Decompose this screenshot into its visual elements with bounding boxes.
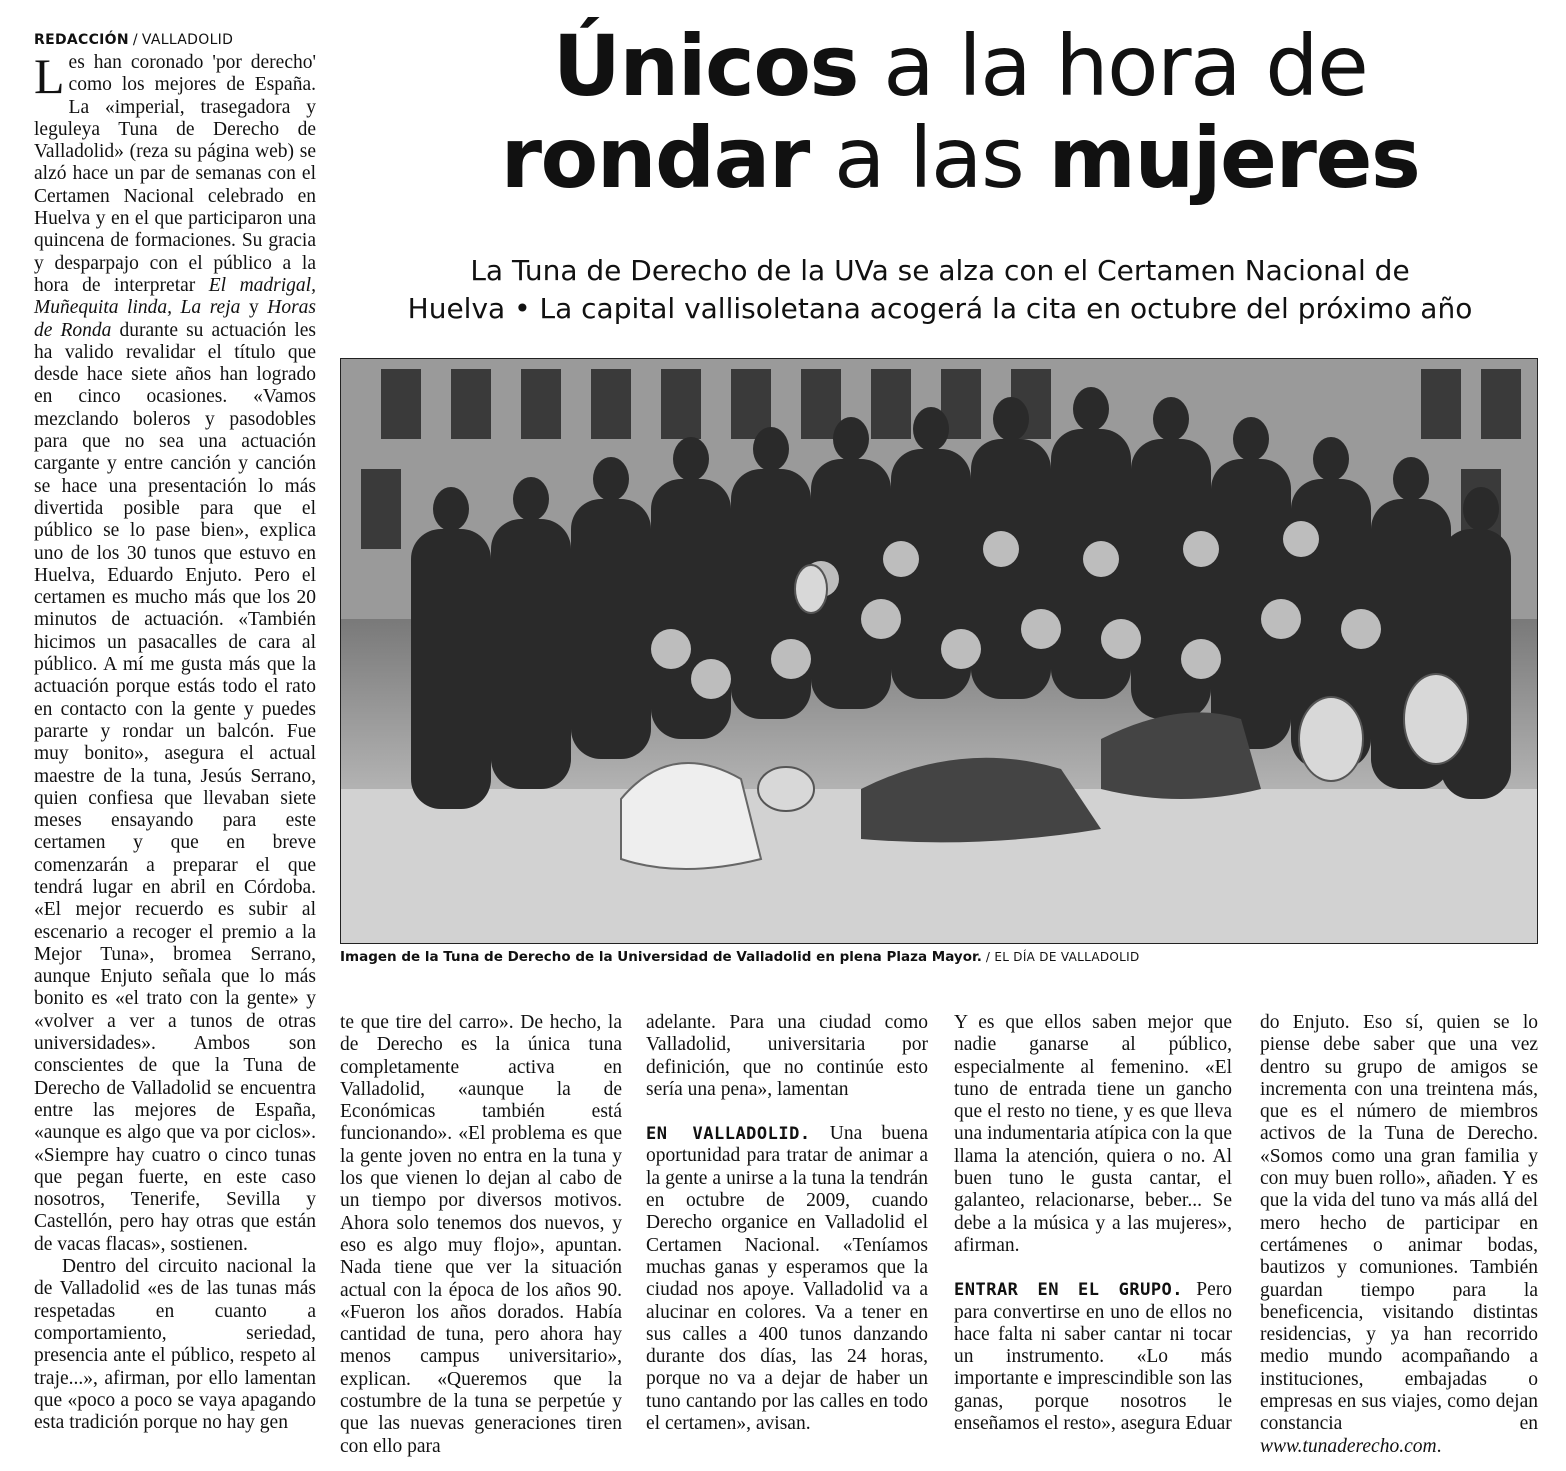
byline-author: REDACCIÓN <box>34 32 129 48</box>
article-column-1 <box>34 48 317 1434</box>
article-paragraph-2-continued: te que tire del carro». De hecho, la de Derecho es la única tuna completamente activa en Valladolid, «aunque la de Económicas también está funcionando». «El problema es que la gente joven no entra en la tuna y los que vienen lo dejan al cabo de un tiempo por diversos motivos. Ahora solo tenemos dos nuevos, y eso es algo muy flojo», apuntan. Nada tiene que ver la situación actual con la época de los años 90. «Fueron los años dorados. Había cantidad de tuna, pero ahora hay menos campus universitario», explican. «Queremos que la costumbre de la tuna se perpetúe y que las nuevas generaciones tiren con ello para <box>340 1012 622 1457</box>
article-column-4 <box>954 1012 1232 1435</box>
song-title: Horas de Ronda <box>34 297 317 341</box>
article-paragraph-4: Y es que ellos saben mejor que nadie ganarse al público, especialmente al femenino. «El tuno de entrada tiene un gancho que el resto no tiene, y es que lleva una indumentaria atípica con la que llama la atención, quiera o no. Al buen tuno le gusta cantar, el galanteo, relacionarse, beber... Se debe a la música y a las mujeres», afirman. <box>954 1012 1232 1256</box>
article-paragraph-5-continued: do Enjuto. Eso sí, quien se lo piense debe saber que una vez dentro su grupo de amigos se incrementa con una treintena más, que es el número de miembros activos de la Tuna de Derecho. «Somos como una gran familia y con muy buen rollo», añaden. Y es que la vida del tuno va más allá del mero hecho de participar en certámenes o animar bodas, bautizos y comuniones. También guardan tiempo para la beneficencia, visitando distintas residencias, y ya han recorrido medio mundo acompañando a instituciones, embajadas o empresas en sus viajes, como dejan constancia en www.tunaderecho.com. <box>1260 1012 1538 1457</box>
article-paragraph-5: ENTRAR EN EL GRUPO. Pero para convertirse en uno de ellos no hace falta ni saber cantar ni tocar un instrumento. «Lo más importante e imprescindible son las ganas, porque nosotros le enseñamos el resto», asegura Eduar <box>954 1279 1233 1435</box>
article-paragraph-2-end: adelante. Para una ciudad como Valladolid, universitaria por definición, que no continúe esto sería una pena», lamentan <box>646 1012 928 1100</box>
byline: REDACCIÓN / VALLADOLID <box>34 32 234 48</box>
article-paragraph-2: Dentro del circuito nacional la de Valladolid «es de las tunas más respetadas en cuanto a comportamiento, seriedad, presencia ante el público, respeto al traje...», afirman, por ello lamentan que «poco a poco se vaya apagando esta tradición porque no hay gen <box>34 1256 316 1434</box>
byline-location: VALLADOLID <box>141 32 234 48</box>
section-kicker-entrar-en-el-grupo: ENTRAR EN EL GRUPO. <box>954 1280 1184 1301</box>
article-paragraph-3: EN VALLADOLID. Una buena oportunidad para tratar de animar a la gente a unirse a la tuna la tendrán en octubre de 2009, cuando Derecho organice en Valladolid el Certamen Nacional. «Teníamos muchas ganas y esperamos que la ciudad nos apoye. Valladolid va a alucinar en colores. Va a tener en sus calles a 400 tunos danzando durante dos días, las 24 horas, porque no va a dejar de haber un tuno cantando por las calles en todo el certamen», avisan. <box>646 1123 928 1435</box>
article-paragraph-1: Les han coronado 'por derecho' como los mejores de España. La «imperial, trasegadora y leguleya Tuna de Derecho de Valladolid» (reza su página web) se alzó hace un par de semanas con el Certamen Nacional celebrado en Huelva y en el que participaron una quincena de formaciones. Su gracia y desparpajo con el público a la hora de interpretar El madrigal, Muñequita linda, La reja y Horas de Ronda durante su actuación les ha valido revalidar el título que desde hace siete años han logrado en cinco ocasiones. «Vamos mezclando boleros y pasodobles para que no sea una actuación cargante y entre canción y canción se hace una presentación lo más divertida posible para que el público se lo pase bien», explica uno de los 30 tunos que estuvo en Huelva, Eduardo Enjuto. Pero el certamen es mucho más que los 20 minutos de actuación. «También hicimos un pasacalles de cara al público. A mí me gusta más que la actuación porque estás todo el rato en contacto con la gente y puedes pararte y rondar un balcón. Fue muy bonito», asegura el actual maestre de la tuna, Jesús Serrano, quien confiesa que llevaban siete meses ensayando para este certamen y que en breve comenzarán a preparar el que tendrá lugar en abril en Córdoba. «El mejor recuerdo es subir al escenario a recoger el premio a la Mejor Tuna», bromea Serrano, aunque Enjuto señala que lo más bonito es «el trato con la gente» y «volver a ver a tunos de otras universidades». Ambos son conscientes de que la Tuna de Derecho de Valladolid se encuentra entre las mejores de España, «aunque es algo que va por ciclos». «Siempre hay cuatro o cinco tunas que pegan fuerte, en este caso nosotros, Tenerife, Sevilla y Castellón, pero hay otras que están de vacas flacas», sostienen. <box>34 48 317 1255</box>
headline: Únicos a la hora de rondar a las mujeres <box>500 17 1420 207</box>
headline-word-rondar: rondar <box>500 109 809 207</box>
caption-text: Imagen de la Tuna de Derecho de la Universidad de Valladolid en plena Plaza Mayor. <box>340 949 982 965</box>
article-column-5 <box>1260 1012 1538 1458</box>
photo-caption <box>340 949 1536 965</box>
headline-word-mujeres: mujeres <box>1048 109 1420 207</box>
group-photo <box>340 358 1538 944</box>
headline-word-unicos: Únicos <box>552 17 859 115</box>
subheadline-line-1: La Tuna de Derecho de la UVa se alza con el Certamen Nacional de <box>470 254 1410 287</box>
caption-credit: / EL DÍA DE VALLADOLID <box>985 950 1140 964</box>
drop-cap: L <box>34 48 65 104</box>
subheadline-line-2: Huelva • La capital vallisoletana acogerá la cita en octubre del próximo año <box>407 292 1473 325</box>
subheadline <box>400 252 1480 328</box>
photo-illustration <box>341 359 1537 943</box>
section-kicker-en-valladolid: EN VALLADOLID. <box>646 1124 811 1145</box>
website-link: www.tunaderecho.com <box>1260 1435 1437 1457</box>
song-titles: El madrigal, Muñequita linda, La reja <box>34 274 316 319</box>
article-column-2 <box>340 1012 622 1458</box>
article-column-3 <box>646 1012 928 1435</box>
